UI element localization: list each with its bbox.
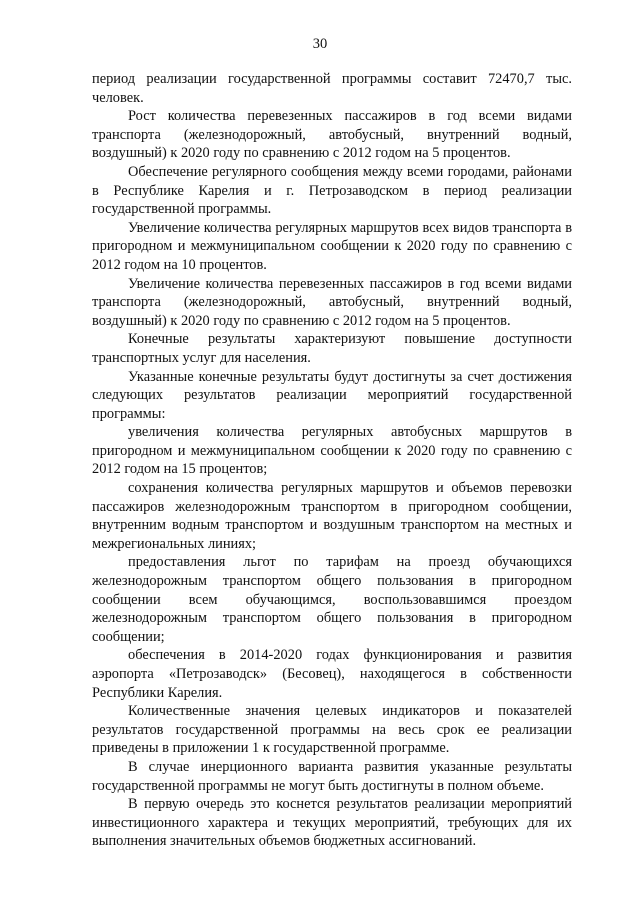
paragraph: Увеличение количества перевезенных пассажиров в год всеми видами транспорта (железнодорожный, автобусный, внутренний водный, воздушный) к 2020 году по сравнению с 2012 годом на 5 процентов. [92, 275, 572, 329]
paragraph: Количественные значения целевых индикаторов и показателей результатов государственной программы на весь срок ее реализации приведены в приложении 1 к государственной программе. [92, 703, 572, 757]
list-item: обеспечения в 2014-2020 годах функционирования и развития аэропорта «Петрозаводск» (Бесовец), находящегося в собственности Республики Карелия. [92, 647, 572, 701]
paragraph: Рост количества перевезенных пассажиров в год всеми видами транспорта (железнодорожный, автобусный, внутренний водный, воздушный) к 2020 году по сравнению с 2012 годом на 5 процентов. [92, 108, 572, 162]
list-item: сохранения количества регулярных маршрутов и объемов перевозки пассажиров железнодорожным транспортом в пригородном сообщении, внутренним водным транспортом и воздушным транспортом на местных и межрегиональных линиях; [92, 480, 572, 552]
paragraph: Конечные результаты характеризуют повышение доступности транспортных услуг для населения. [92, 331, 572, 366]
paragraph: Указанные конечные результаты будут достигнуты за счет достижения следующих результатов реализации мероприятий государственной программы: [92, 368, 572, 422]
paragraph: Увеличение количества регулярных маршрутов всех видов транспорта в пригородном и межмуниципальном сообщении к 2020 году по сравнению с 2012 годом на 10 процентов. [92, 219, 572, 273]
paragraph: Обеспечение регулярного сообщения между всеми городами, районами в Республике Карелия и г. Петрозаводском в период реализации государственной программы. [92, 163, 572, 218]
list-item: предоставления льгот по тарифам на проезд обучающихся железнодорожным транспортом общего пользования в пригородном сообщении всем обучающимся, воспользовавшимся проездом железнодорожным транспортом общего пользования в пригородном сообщении; [92, 554, 572, 645]
paragraph: период реализации государственной программы составит 72470,7 тыс. человек. [92, 71, 572, 106]
list-item: увеличения количества регулярных автобусных маршрутов в пригородном и межмуниципальном сообщении к 2020 году по сравнению с 2012 годом на 15 процентов; [92, 424, 572, 478]
paragraph: В первую очередь это коснется результатов реализации мероприятий инвестиционного характера и текущих мероприятий, требующих для их выполнения значительных объемов бюджетных ассигнований. [92, 796, 572, 850]
paragraph: В случае инерционного варианта развития указанные результаты государственной программы не могут быть достигнуты в полном объеме. [92, 758, 572, 794]
page-number: 30 [312, 36, 328, 52]
body-text [92, 70, 572, 851]
